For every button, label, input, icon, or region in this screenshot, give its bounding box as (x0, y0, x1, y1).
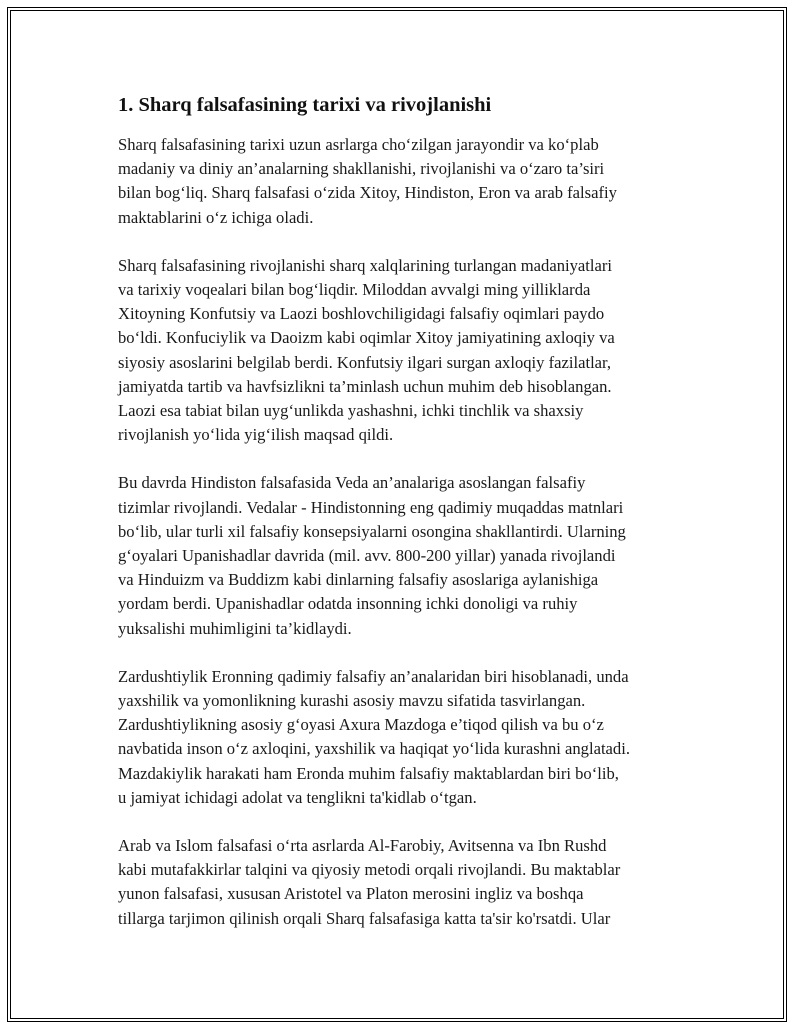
text-line: Xitoyning Konfutsiy va Laozi boshlovchiligidagi falsafiy oqimlari paydo (118, 304, 605, 324)
paragraph-overview (118, 133, 708, 230)
text-line: va Hinduizm va Buddizm kabi dinlarning falsafiy asoslariga aylanishiga (118, 570, 599, 590)
text-line: bilan bog‘liq. Sharq falsafasi o‘zida Xitoy, Hindiston, Eron va arab falsafiy (118, 183, 617, 203)
text-line: bo‘lib, ular turli xil falsafiy konsepsiyalarni osongina shakllantirdi. Ularning (118, 521, 626, 541)
text-line: jamiyatda tartib va havfsizlikni ta’minlash uchun muhim deb hisoblangan. (118, 376, 612, 396)
text-line: Zardushtiylikning asosiy g‘oyasi Axura Mazdoga e’tiqod qilish va bu o‘z (118, 715, 604, 735)
text-line: Zardushtiylik Eronning qadimiy falsafiy an’analaridan biri hisoblanadi, unda (118, 666, 629, 686)
document-body (118, 92, 708, 955)
text-line: rivojlanish yo‘lida yig‘ilish maqsad qildi. (118, 425, 394, 445)
text-line: va tarixiy voqealari bilan bog‘liqdir. Miloddan avvalgi ming yilliklarda (118, 280, 591, 300)
text-line: Mazdakiylik harakati ham Eronda muhim falsafiy maktablardan biri bo‘lib, (118, 763, 619, 783)
text-line: yunon falsafasi, xususan Aristotel va Platon merosini ingliz va boshqa (118, 884, 584, 904)
text-line: yordam berdi. Upanishadlar odatda insonning ichki donoligi va ruhiy (118, 594, 578, 614)
text-line: Bu davrda Hindiston falsafasida Veda an’analariga asoslangan falsafiy (118, 473, 586, 493)
text-line: g‘oyalari Upanishadlar davrida (mil. avv. 800-200 yillar) yanada rivojlandi (118, 546, 616, 566)
paragraph-india (118, 471, 708, 640)
text-line: navbatida inson o‘z axloqini, yaxshilik va haqiqat yo‘lida kurashni anglatadi. (118, 739, 630, 759)
text-line: yaxshilik va yomonlikning kurashi asosiy mavzu sifatida tasvirlangan. (118, 691, 586, 711)
paragraph-china (118, 254, 708, 448)
text-line: Arab va Islom falsafasi o‘rta asrlarda Al-Farobiy, Avitsenna va Ibn Rushd (118, 836, 607, 856)
text-line: kabi mutafakkirlar talqini va qiyosiy metodi orqali rivojlandi. Bu maktablar (118, 860, 621, 880)
text-line: yuksalishi muhimligini ta’kidlaydi. (118, 618, 352, 638)
paragraph-iran (118, 665, 708, 810)
text-line: bo‘ldi. Konfuciylik va Daoizm kabi oqimlar Xitoy jamiyatining axloqiy va (118, 328, 615, 348)
section-heading: 1. Sharq falsafasining tarixi va rivojlanishi (118, 94, 492, 116)
paragraph-arab-islam (118, 834, 708, 931)
text-line: Laozi esa tabiat bilan uyg‘unlikda yashashni, ichki tinchlik va shaxsiy (118, 401, 584, 421)
text-line: tillarga tarjimon qilinish orqali Sharq falsafasiga katta ta'sir ko'rsatdi. Ular (118, 908, 611, 928)
text-line: siyosiy asoslarini belgilab berdi. Konfutsiy ilgari surgan axloqiy fazilatlar, (118, 352, 612, 372)
text-line: u jamiyat ichidagi adolat va tenglikni ta'kidlab o‘tgan. (118, 787, 477, 807)
text-line: maktablarini o‘z ichiga oladi. (118, 207, 314, 227)
text-line: madaniy va diniy an’analarning shakllanishi, rivojlanishi va o‘zaro ta’siri (118, 159, 605, 179)
text-line: Sharq falsafasining tarixi uzun asrlarga cho‘zilgan jarayondir va ko‘plab (118, 135, 599, 154)
text-line: Sharq falsafasining rivojlanishi sharq xalqlarining turlangan madaniyatlari (118, 255, 612, 275)
text-line: tizimlar rivojlandi. Vedalar - Hindistonning eng qadimiy muqaddas matnlari (118, 497, 624, 517)
